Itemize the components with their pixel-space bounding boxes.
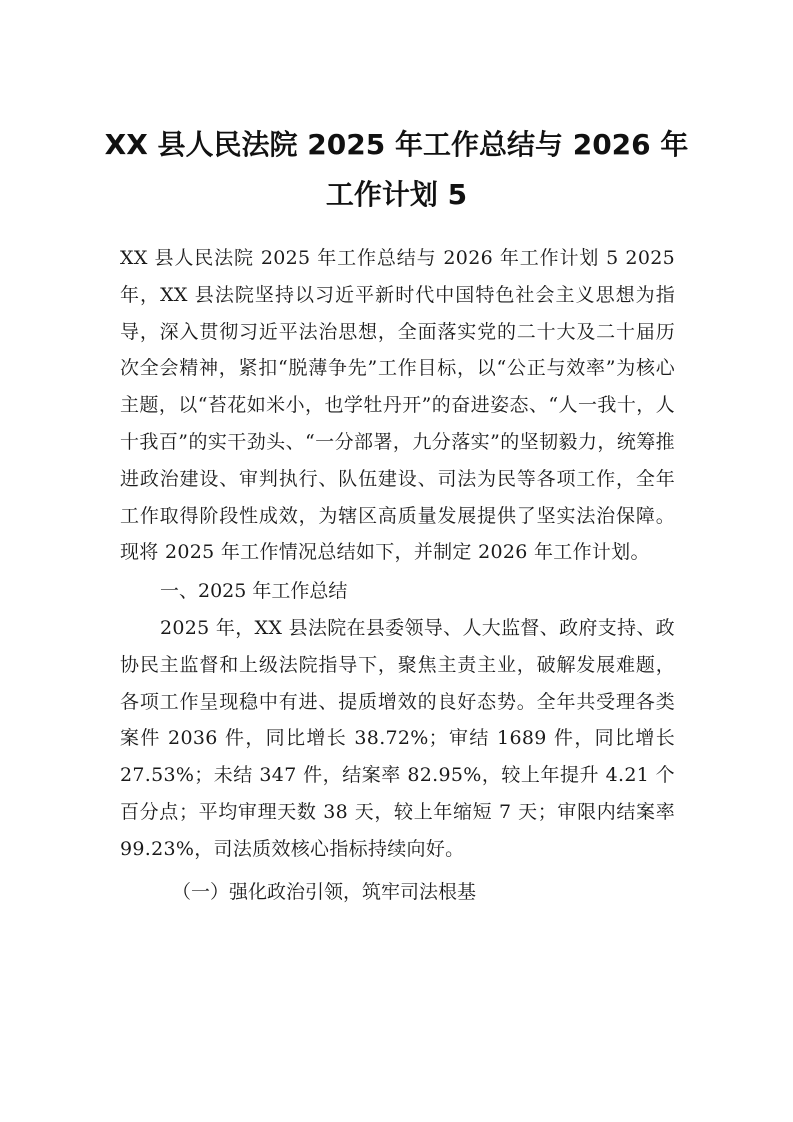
- section-heading-1: 一、2025 年工作总结: [160, 580, 348, 603]
- section-1-paragraph: 2025 年，XX 县法院在县委领导、人大监督、政府支持、政协民主监督和上级法院指导下，聚焦主责主业，破解发展难题，各项工作呈现稳中有进、提质增效的良好态势。全年共受理各类案件 2036 件，同比增长 38.72%；审结 1689 件，同比增长 27.53%；未结 347 件，结案率 82.95%，较上年提升 4.21 个百分点；平均审理天数 38 天，较上年缩短 7 天；审限内结案率 99.23%，司法质效核心指标持续向好。: [120, 616, 675, 860]
- subsection-heading-1: （一）强化政治引领，筑牢司法根基: [172, 880, 477, 903]
- document-title: XX 县人民法院 2025 年工作总结与 2026 年工作计划 5: [104, 128, 689, 211]
- intro-paragraph: XX 县人民法院 2025 年工作总结与 2026 年工作计划 5 2025 年，XX 县法院坚持以习近平新时代中国特色社会主义思想为指导，深入贯彻习近平法治思想，全面落实党的二十大及二十届历次全会精神，紧扣“脱薄争先”工作目标，以“公正与效率”为核心主题，以“苔花如米小，也学牡丹开”的奋进姿态、“人一我十，人十我百”的实干劲头、“一分部署，九分落实”的坚韧毅力，统筹推进政治建设、审判执行、队伍建设、司法为民等各项工作，全年工作取得阶段性成效，为辖区高质量发展提供了坚实法治保障。现将 2025 年工作情况总结如下，并制定 2026 年工作计划。: [120, 247, 675, 564]
- document-body: [120, 240, 675, 910]
